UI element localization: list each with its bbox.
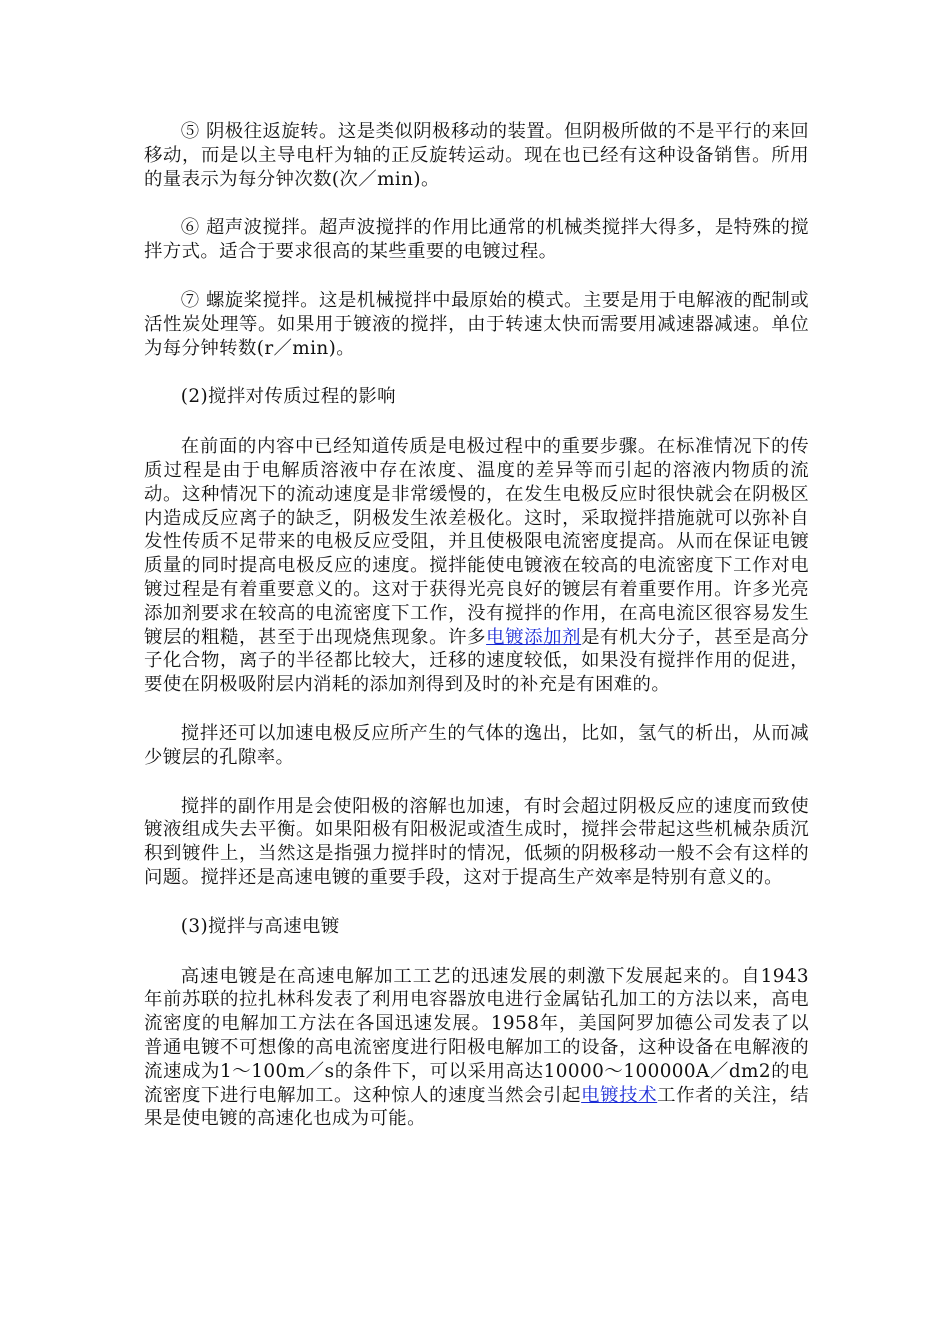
paragraph-side-effects: 搅拌的副作用是会使阳极的溶解也加速，有时会超过阴极反应的速度而致使镀液组成失去平衡。如果阳极有阳极泥或渣生成时，搅拌会带起这些机械杂质沉积到镀件上，当然这是指强力搅拌时的情况，低频的阴极移动一般不会有这样的问题。搅拌还是高速电镀的重要手段，这对于提高生产效率是特别有意义的。 [144, 795, 809, 888]
paragraph-cathode-rotation: ⑤ 阴极往返旋转。这是类似阴极移动的装置。但阴极所做的不是平行的来回移动，而是以主导电杆为轴的正反旋转运动。现在也已经有这种设备销售。所用的量表示为每分钟次数(次／min)。 [144, 121, 809, 190]
paragraph-text: 是有机大分子，甚至是高分子化合物，离子的半径都比较大，迁移的速度较低，如果没有搅拌作用的促进，要使在阴极吸附层内消耗的添加剂得到及时的补充是有困难的。 [144, 626, 809, 696]
section-heading-high-speed-plating: (3)搅拌与高速电镀 [180, 915, 340, 937]
link-plating-technology[interactable]: 电镀技术 [581, 1084, 658, 1106]
paragraph-text: 工作者的关注，结果是使电镀的高速化也成为可能。 [144, 1084, 810, 1130]
paragraph-gas-escape: 搅拌还可以加速电极反应所产生的气体的逸出，比如，氢气的析出，从而减少镀层的孔隙率。 [144, 722, 809, 768]
document-page [144, 120, 809, 1156]
paragraph-ultrasonic-stirring: ⑥ 超声波搅拌。超声波搅拌的作用比通常的机械类搅拌大得多，是特殊的搅拌方式。适合于要求很高的某些重要的电镀过程。 [144, 217, 809, 263]
paragraph-text: 高速电镀是在高速电解加工工艺的迅速发展的刺激下发展起来的。自1943年前苏联的拉扎林科发表了利用电容器放电进行金属钻孔加工的方法以来，高电流密度的电解加工方法在各国迅速发展。1958年，美国阿罗加德公司发表了以普通电镀不可想像的高电流密度进行阳极电解加工的设备，这种设备在电解液的流速成为1～100m／s的条件下，可以采用高达10000～100000A／dm2的电流密度下进行电解加工。这种惊人的速度当然会引起 [144, 965, 809, 1106]
section-heading-mass-transfer: (2)搅拌对传质过程的影响 [180, 386, 396, 408]
link-plating-additive[interactable]: 电镀添加剂 [486, 626, 582, 648]
paragraph-high-speed-plating [144, 965, 809, 1132]
paragraph-propeller-stirring: ⑦ 螺旋桨搅拌。这是机械搅拌中最原始的模式。主要是用于电解液的配制或活性炭处理等。如果用于镀液的搅拌，由于转速太快而需要用减速器减速。单位为每分钟转数(r／min)。 [144, 289, 809, 359]
paragraph-mass-transfer [144, 435, 809, 697]
paragraph-text: 在前面的内容中已经知道传质是电极过程中的重要步骤。在标准情况下的传质过程是由于电解质溶液中存在浓度、温度的差异等而引起的溶液内物质的流动。这种情况下的流动速度是非常缓慢的，在发生电极反应时很快就会在阴极区内造成反应离子的缺乏，阴极发生浓差极化。这时，采取搅拌措施就可以弥补自发性传质不足带来的电极反应受阻，并且使极限电流密度提高。从而在保证电镀质量的同时提高电极反应的速度。搅拌能使电镀液在较高的电流密度下工作对电镀过程是有着重要意义的。这对于获得光亮良好的镀层有着重要作用。许多光亮添加剂要求在较高的电流密度下工作，没有搅拌的作用，在高电流区很容易发生镀层的粗糙，甚至于出现烧焦现象。许多 [144, 436, 809, 648]
